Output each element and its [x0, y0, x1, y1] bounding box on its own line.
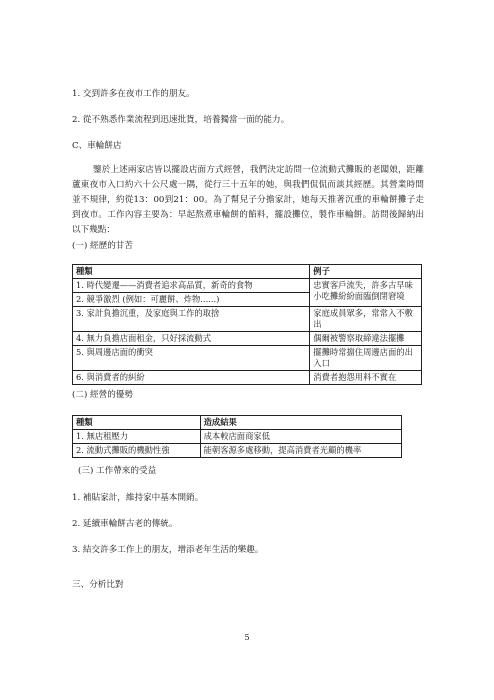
table-header-cell: 例子: [310, 265, 422, 279]
section-heading: 三、分析比對: [72, 580, 124, 590]
table-cell: 1. 時代變遷——消費者追求高品質，新奇的食物: [73, 279, 310, 293]
table-row: [73, 332, 422, 346]
advantages-table: [72, 415, 402, 458]
table-cell: 消費者抱怨用料不實在: [310, 371, 422, 385]
intro-paragraph: 鑒於上述兩家店皆以擺設店面方式經營，我們決定訪問一位流動式攤販的老闆娘，距離蘆東夜市入口約六十公尺處一隅，從行三十五年的她，與我們侃侃而談其經歷。其營業時間並不規律，約從13：00到21：00。為了幫兒子分擔家計，她每天推著沉重的車輪餅攤子走到夜市。工作內容主要為：早起熬煮車輪餅的餡料，擺設攤位，製作車輪餅。訪問後歸納出以下幾點：: [72, 165, 424, 235]
section-heading: C、車輪餅店: [72, 141, 122, 151]
table-cell: 成本較店面商家低: [200, 430, 401, 444]
list-item: 2. 從不熟悉作業流程到迅速批貨，培養獨當一面的能力。: [72, 115, 290, 125]
page-number: 5: [244, 633, 250, 642]
table-row: [73, 307, 422, 332]
table-row: [73, 279, 422, 293]
table-header-row: [73, 265, 422, 279]
table-header-cell: 造成結果: [200, 416, 401, 430]
table-cell: 6. 與消費者的糾紛: [73, 371, 310, 385]
subsection-title: (一) 經歷的甘苦: [72, 241, 133, 251]
table-cell: 2. 流動式攤販的機動性強: [73, 444, 201, 458]
list-item: 1. 交到許多在夜市工作的朋友。: [72, 89, 195, 99]
table-header-row: [73, 416, 402, 430]
table-cell: 擺攤時常擋住周邊店面的出入口: [310, 346, 422, 371]
table-row: [73, 346, 422, 371]
table-row: [73, 444, 402, 458]
table-header-cell: 種類: [73, 265, 310, 279]
subsection-title: (二) 經營的優勢: [72, 390, 133, 400]
table-cell: 4. 無力負擔店面租金，只好採流動式: [73, 332, 310, 346]
table-cell: 能朝客源多處移動，提高消費者光顧的機率: [200, 444, 401, 458]
list-item: 1. 補貼家計，維持家中基本開銷。: [72, 493, 204, 503]
table-header-cell: 種類: [73, 416, 201, 430]
hardships-table: [72, 264, 422, 385]
table-row: [73, 430, 402, 444]
subsection-title: (三) 工作帶來的受益: [78, 466, 157, 476]
table-cell: 2. 競爭激烈 (例如：可麗餅、炸物......): [73, 293, 310, 307]
table-cell: 家庭成員眾多，常常入不敷出: [310, 307, 422, 332]
table-cell: 偶爾被警察取締違法擺攤: [310, 332, 422, 346]
list-item: 2. 延續車輪餅古老的傳統。: [72, 519, 178, 529]
table-cell: 1. 無店租壓力: [73, 430, 201, 444]
list-item: 3. 結交許多工作上的朋友，增添老年生活的樂趣。: [72, 545, 264, 555]
table-row: [73, 371, 422, 385]
table-cell: 3. 家計負擔沉重，及家庭與工作的取捨: [73, 307, 310, 332]
table-cell: 5. 與周邊店面的衝突: [73, 346, 310, 371]
table-cell: 忠實客戶流失，許多古早味小吃攤紛紛面臨倒閉窘境: [310, 279, 422, 307]
